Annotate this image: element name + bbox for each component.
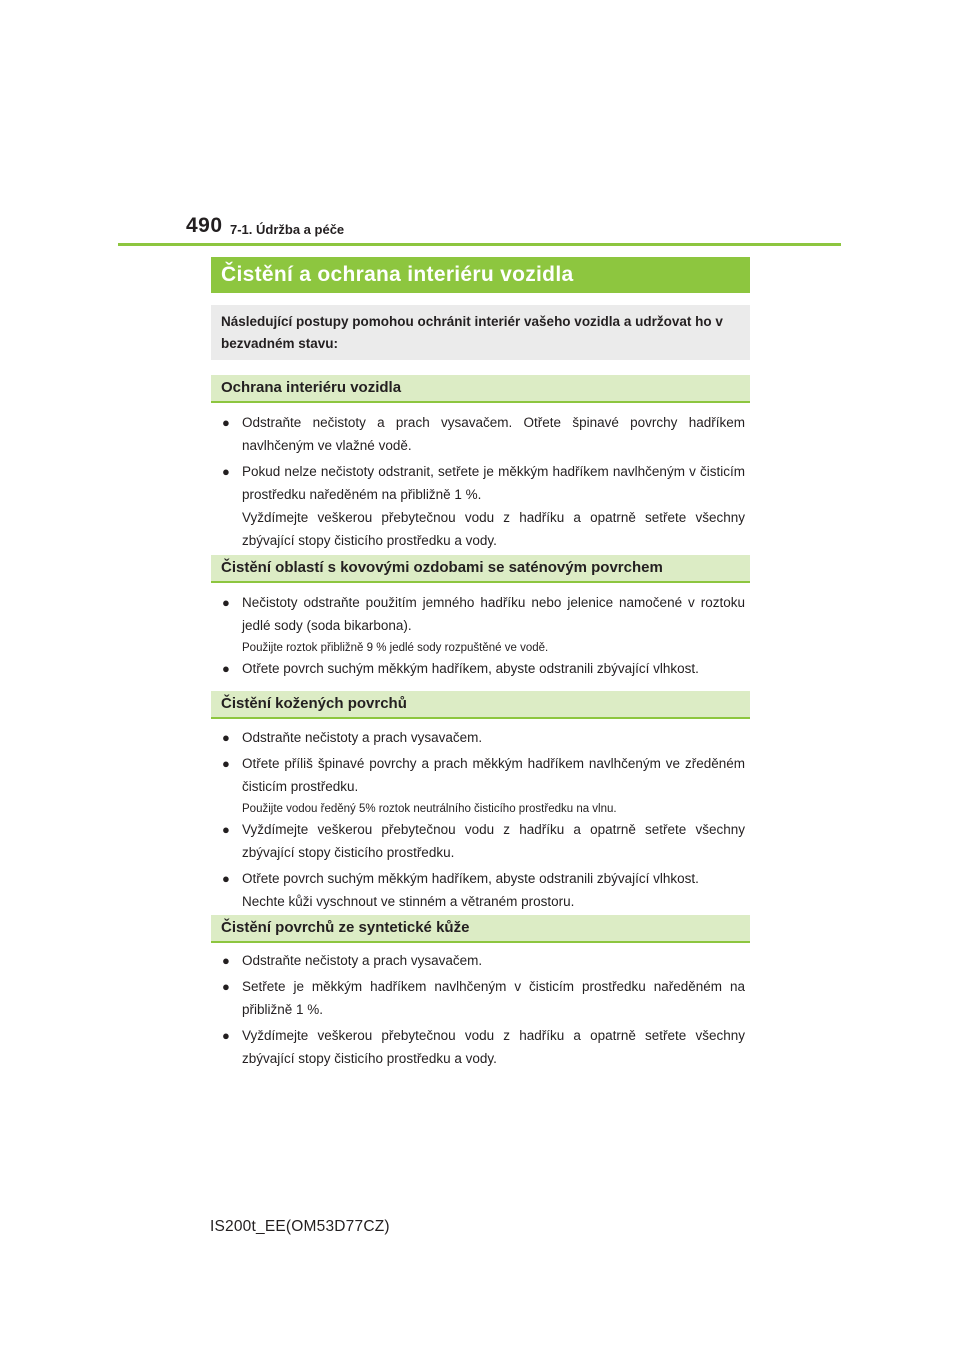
- list-item: [222, 460, 745, 506]
- section-content: [222, 591, 745, 680]
- list-item-text: Otřete povrch suchým měkkým hadříkem, abyste odstranili zbývající vlhkost.: [242, 661, 699, 676]
- list-item-text: Setřete je měkkým hadříkem navlhčeným v čisticím prostředku naředěném na přibližně 1 %.: [242, 979, 745, 1017]
- list-item-continuation: [222, 890, 745, 913]
- list-item: [222, 975, 745, 1021]
- intro-text: Následující postupy pomohou ochránit interiér vašeho vozidla a udržovat ho v bezvadném stavu:: [221, 314, 723, 351]
- bullet-icon: ●: [222, 661, 230, 676]
- list-item: [222, 949, 745, 972]
- section-heading: Ochrana interiéru vozidla: [211, 375, 750, 403]
- list-item: [222, 1024, 745, 1070]
- bullet-icon: ●: [222, 1028, 230, 1043]
- list-item-text: Odstraňte nečistoty a prach vysavačem. Otřete špinavé povrchy hadříkem navlhčeným ve vlažné vodě.: [242, 415, 745, 453]
- bullet-icon: ●: [222, 595, 230, 610]
- list-item: [222, 867, 745, 890]
- header-divider: [118, 243, 841, 246]
- list-item-text: Nechte kůži vyschnout ve stinném a větraném prostoru.: [242, 894, 575, 909]
- bullet-icon: ●: [222, 953, 230, 968]
- list-item: [222, 726, 745, 749]
- list-item: [222, 657, 745, 680]
- section-heading: Čistění kožených povrchů: [211, 691, 750, 719]
- list-item: [222, 591, 745, 637]
- note-text: Použijte roztok přibližně 9 % jedlé sody rozpuštěné ve vodě.: [242, 642, 549, 654]
- section-content: [222, 411, 745, 552]
- list-item-text: Odstraňte nečistoty a prach vysavačem.: [242, 953, 483, 968]
- list-item-text: Nečistoty odstraňte použitím jemného hadříku nebo jelenice namočené v roztoku jedlé sody (soda bikarbona).: [242, 595, 745, 633]
- list-item: [222, 818, 745, 864]
- intro-box: [211, 305, 750, 360]
- list-item-text: Otřete příliš špinavé povrchy a prach měkkým hadříkem navlhčeným ve zředěném čisticím prostředku.: [242, 756, 745, 794]
- section-heading: Čistění oblastí s kovovými ozdobami se saténovým povrchem: [211, 555, 750, 583]
- section-content: [222, 726, 745, 913]
- bullet-icon: ●: [222, 822, 230, 837]
- note-text: Použijte vodou ředěný 5% roztok neutrálního čisticího prostředku na vlnu.: [242, 803, 617, 815]
- list-item-text: Pokud nelze nečistoty odstranit, setřete je měkkým hadříkem navlhčeným v čisticím prostředku naředěném na přibližně 1 %.: [242, 464, 745, 502]
- section-content: [222, 949, 745, 1070]
- chapter-title: 7-1. Údržba a péče: [230, 222, 345, 237]
- main-title: Čistění a ochrana interiéru vozidla: [211, 257, 750, 293]
- bullet-icon: ●: [222, 756, 230, 771]
- list-item-continuation: [222, 506, 745, 552]
- bullet-icon: ●: [222, 415, 230, 430]
- list-item-text: Vyždímejte veškerou přebytečnou vodu z hadříku a opatrně setřete všechny zbývající stopy čisticího prostředku a vody.: [242, 1028, 745, 1066]
- document-code: IS200t_EE(OM53D77CZ): [210, 1218, 390, 1235]
- list-item-text: Odstraňte nečistoty a prach vysavačem.: [242, 730, 483, 745]
- page-number: 490: [186, 214, 223, 237]
- list-item: [222, 752, 745, 798]
- list-item-text: Vyždímejte veškerou přebytečnou vodu z hadříku a opatrně setřete všechny zbývající stopy čisticího prostředku a vody.: [242, 510, 745, 548]
- section-heading: Čistění povrchů ze syntetické kůže: [211, 915, 750, 943]
- list-item-text: Otřete povrch suchým měkkým hadříkem, abyste odstranili zbývající vlhkost.: [242, 871, 699, 886]
- list-item: [222, 411, 745, 457]
- bullet-icon: ●: [222, 979, 230, 994]
- bullet-icon: ●: [222, 730, 230, 745]
- bullet-icon: ●: [222, 464, 230, 479]
- bullet-icon: ●: [222, 871, 230, 886]
- list-item-text: Vyždímejte veškerou přebytečnou vodu z hadříku a opatrně setřete všechny zbývající stopy čisticího prostředku.: [242, 822, 745, 860]
